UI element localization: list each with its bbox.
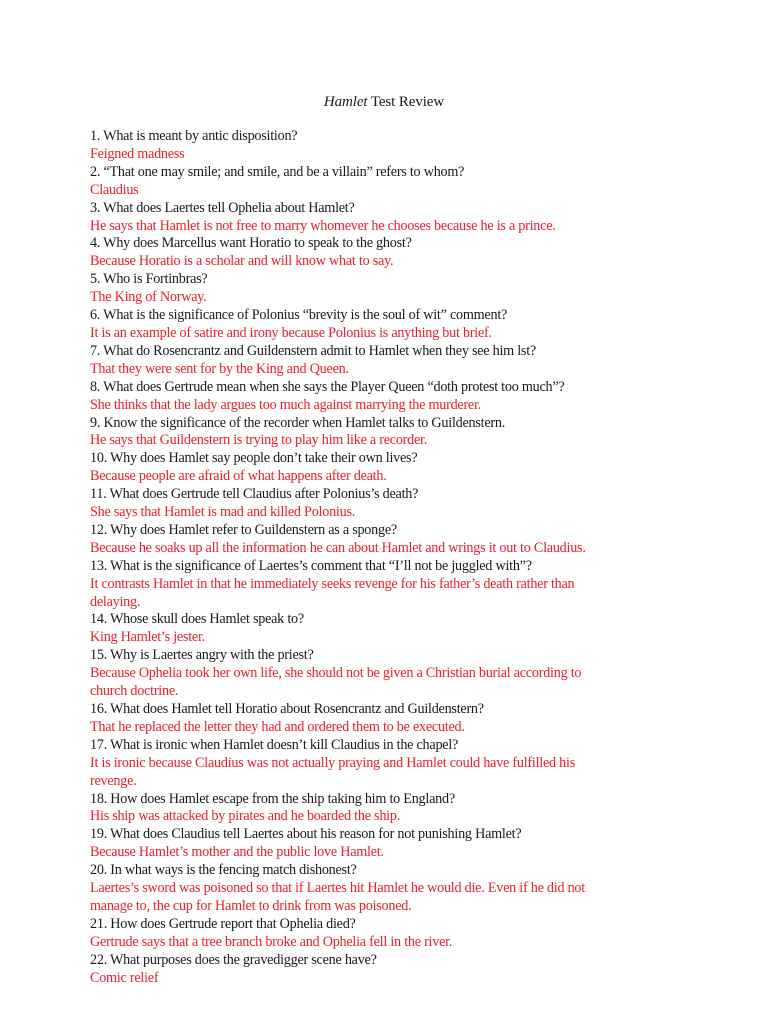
question-text: 16. What does Hamlet tell Horatio about Rosencrantz and Guildenstern? — [90, 701, 484, 717]
question-text: 9. Know the significance of the recorder when Hamlet talks to Guildenstern. — [90, 414, 506, 431]
question-text: 20. In what ways is the fencing match dishonest? — [90, 862, 357, 879]
answer-text: The King of Norway. — [90, 289, 207, 306]
question-text: 3. What does Laertes tell Ophelia about Hamlet? — [90, 199, 355, 216]
qa-item — [90, 558, 690, 612]
qa-item — [90, 343, 690, 379]
qa-item — [90, 450, 690, 486]
answer-text: Claudius — [90, 181, 139, 198]
page-title — [0, 92, 768, 112]
qa-item — [90, 235, 690, 271]
answer-text: church doctrine. — [90, 683, 179, 700]
qa-item — [90, 486, 690, 522]
qa-item — [90, 415, 690, 451]
qa-item — [90, 379, 690, 415]
qa-item — [90, 611, 690, 647]
question-text: 15. Why is Laertes angry with the priest? — [90, 647, 314, 664]
qa-item — [90, 522, 690, 558]
answer-text: Because Horatio is a scholar and will know what to say. — [90, 253, 394, 270]
answer-text: Comic relief — [90, 969, 159, 986]
answer-text: King Hamlet’s jester. — [90, 629, 205, 646]
question-text: 21. How does Gertrude report that Ophelia died? — [90, 915, 356, 932]
answer-text: Because Ophelia took her own life, she should not be given a Christian burial according to — [90, 665, 582, 682]
answer-text: Because people are afraid of what happens after death. — [90, 468, 387, 485]
answer-text: She says that Hamlet is mad and killed Polonius. — [90, 504, 356, 521]
answer-text: It contrasts Hamlet in that he immediately seeks revenge for his father’s death rather than — [90, 575, 575, 592]
qa-item — [90, 862, 690, 916]
question-text: 8. What does Gertrude mean when she says the Player Queen “doth protest too much”? — [90, 378, 565, 395]
qa-item — [90, 701, 690, 737]
qa-item — [90, 916, 690, 952]
question-text: 14. Whose skull does Hamlet speak to? — [90, 611, 304, 628]
question-text: 18. How does Hamlet escape from the ship taking him to England? — [90, 790, 455, 807]
answer-text: It is ironic because Claudius was not actually praying and Hamlet could have fulfilled his — [90, 754, 575, 771]
question-text: 11. What does Gertrude tell Claudius after Polonius’s death? — [90, 486, 419, 503]
qa-item — [90, 737, 690, 791]
answer-text: That he replaced the letter they had and ordered them to be executed. — [90, 718, 465, 735]
qa-item — [90, 271, 690, 307]
qa-item — [90, 307, 690, 343]
question-text: 10. Why does Hamlet say people don’t take their own lives? — [90, 450, 418, 467]
question-text: 13. What is the significance of Laertes’s comment that “I’ll not be juggled with”? — [90, 557, 532, 574]
question-text: 12. Why does Hamlet refer to Guildenstern as a sponge? — [90, 521, 397, 538]
answer-text: Gertrude says that a tree branch broke and Ophelia fell in the river. — [90, 933, 453, 950]
answer-text: That they were sent for by the King and Queen. — [90, 360, 349, 377]
question-text: 6. What is the significance of Polonius “brevity is the soul of wit” comment? — [90, 307, 508, 324]
qa-item — [90, 952, 690, 988]
answer-text: His ship was attacked by pirates and he boarded the ship. — [90, 808, 401, 825]
answer-text: revenge. — [90, 772, 137, 789]
answer-text: She thinks that the lady argues too much against marrying the murderer. — [90, 396, 481, 413]
question-text: 2. “That one may smile; and smile, and be a villain” refers to whom? — [90, 163, 465, 180]
answer-text: It is an example of satire and irony because Polonius is anything but brief. — [90, 324, 492, 341]
answer-text: manage to, the cup for Hamlet to drink from was poisoned. — [90, 897, 412, 914]
qa-item — [90, 647, 690, 701]
question-text: 1. What is meant by antic disposition? — [90, 128, 298, 144]
answer-text: Because Hamlet’s mother and the public love Hamlet. — [90, 844, 384, 861]
answer-text: Because he soaks up all the information he can about Hamlet and wrings it out to Claudius. — [90, 539, 586, 556]
question-answer-list — [90, 128, 690, 988]
answer-text: He says that Guildenstern is trying to play him like a recorder. — [90, 432, 428, 449]
qa-item — [90, 791, 690, 827]
question-text: 22. What purposes does the gravedigger scene have? — [90, 951, 377, 968]
answer-text: Feigned madness — [90, 145, 185, 162]
title-rest: Test Review — [367, 94, 445, 110]
answer-text: delaying. — [90, 593, 141, 610]
question-text: 7. What do Rosencrantz and Guildenstern admit to Hamlet when they see him lst? — [90, 342, 536, 359]
qa-item — [90, 200, 690, 236]
qa-item — [90, 164, 690, 200]
answer-text: Laertes’s sword was poisoned so that if Laertes hit Hamlet he would die. Even if he did not — [90, 880, 585, 897]
question-text: 5. Who is Fortinbras? — [90, 271, 208, 288]
qa-item — [90, 128, 690, 164]
answer-text: He says that Hamlet is not free to marry whomever he chooses because he is a prince. — [90, 217, 556, 234]
question-text: 4. Why does Marcellus want Horatio to speak to the ghost? — [90, 235, 412, 252]
question-text: 17. What is ironic when Hamlet doesn’t kill Claudius in the chapel? — [90, 736, 459, 753]
question-text: 19. What does Claudius tell Laertes about his reason for not punishing Hamlet? — [90, 826, 522, 843]
qa-item — [90, 826, 690, 862]
title-italic: Hamlet — [323, 94, 368, 110]
